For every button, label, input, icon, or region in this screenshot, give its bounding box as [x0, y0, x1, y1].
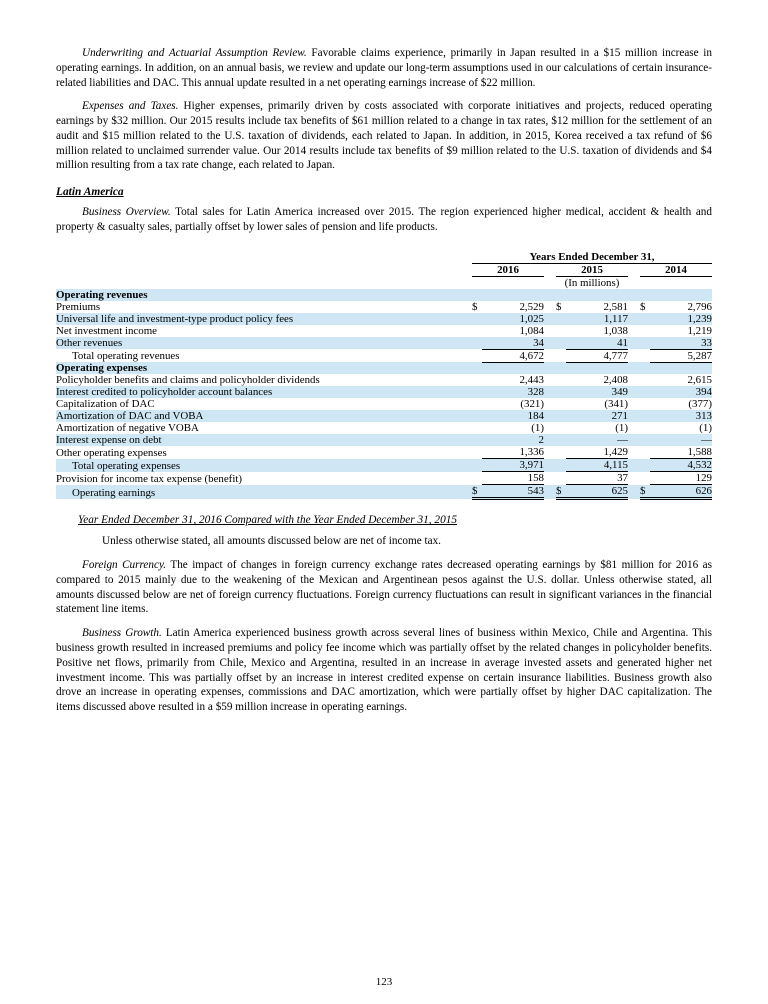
paragraph-text: Higher expenses, primarily driven by costs associated with corporate initiatives and projects, reduced operating earnings by $32 million. Our 2015 results include tax benefits of $61 million related to a change in tax rates, $12 million for the settlement of an audit and $15 million related to the U.S. taxation of dividends, each related to Japan. In addition, in 2015, Korea received a tax refund of $6 million related to unclaimed surrender value. Our 2014 results include tax benefits of $9 million related to the U.S. taxation of dividends and $4 million resulting from a tax rate change, each related to Japan. [56, 100, 713, 172]
cell-2016: 1,084 [519, 324, 544, 337]
paragraph-foreign-currency [56, 558, 712, 617]
cell-2014: 394 [650, 386, 712, 398]
paragraph-lead: Underwriting and Actuarial Assumption Review. [82, 47, 307, 59]
table-row [56, 446, 712, 459]
paragraph-expenses-taxes [56, 99, 712, 173]
cell-2014: (1) [699, 422, 712, 435]
cell-2015: 4,777 [566, 349, 628, 362]
row-label: Premiums [56, 300, 101, 313]
cell-2015: 1,038 [603, 324, 628, 337]
table-row [56, 301, 712, 313]
cell-2015: (1) [615, 422, 628, 435]
table-header-units [56, 276, 712, 289]
cell-2015: 2,581 [603, 300, 628, 313]
cell-2016: 1,336 [482, 446, 544, 459]
cell-2014: (377) [688, 398, 712, 411]
table-title-years: Years Ended December 31, [472, 251, 712, 264]
table-units-label: (In millions) [564, 276, 620, 289]
cell-2014: 1,239 [650, 313, 712, 325]
table-header-columns [56, 263, 712, 276]
cell-2015: 1,429 [566, 446, 628, 459]
row-label: Net investment income [56, 324, 158, 337]
cell-2015: 625 [566, 485, 628, 499]
paragraph-lead: Business Overview. [82, 206, 171, 219]
cell-2016: 1,025 [482, 313, 544, 325]
paragraph-text: Latin America experienced business growth across several lines of business within Mexico, Chile and Argentina. This business growth resulted in increased premiums and policy fee income which was partially offset by the related changes in policyholder benefits. Positive net flows, primarily from Chile, Mexico and Argentina, resulted in an increase in average invested assets and generated higher net investment income. This was partially offset by an increase in interest credited expense on certain insurance liabilities. Business growth also drove an increase in operating expenses, commissions and DAC amortization, which were partially offset by higher DAC capitalization. The items discussed above resulted in a $59 million increase in operating earnings. [56, 627, 712, 714]
column-header-2015: 2015 [556, 263, 628, 276]
row-label: Operating expenses [56, 362, 472, 374]
cell-2016: 3,971 [482, 459, 544, 472]
row-label: Total operating expenses [56, 459, 472, 472]
column-header-2014: 2014 [640, 263, 712, 276]
paragraph-text: Unless otherwise stated, all amounts discussed below are net of income tax. [102, 535, 441, 548]
row-label: Interest credited to policyholder account balances [56, 386, 472, 398]
currency-symbol: $ [556, 300, 562, 313]
cell-2014: — [650, 434, 712, 446]
table-row [56, 434, 712, 446]
cell-2015: 2,408 [603, 374, 628, 387]
paragraph-unless-otherwise [56, 534, 712, 549]
table-row [56, 398, 712, 410]
paragraph-underwriting [56, 46, 712, 90]
table-row [56, 313, 712, 325]
cell-2016: 158 [482, 472, 544, 485]
paragraph-business-growth [56, 626, 712, 715]
cell-2015: 41 [566, 337, 628, 350]
paragraph-lead: Foreign Currency. [82, 559, 167, 572]
table-row [56, 422, 712, 434]
table-row [56, 459, 712, 472]
row-label: Universal life and investment-type product policy fees [56, 313, 472, 325]
table-body [56, 289, 712, 499]
row-label: Operating earnings [56, 485, 472, 499]
row-label: Provision for income tax expense (benefit) [56, 472, 242, 485]
cell-2015: 271 [566, 410, 628, 422]
table-row [56, 386, 712, 398]
row-label: Amortization of DAC and VOBA [56, 410, 472, 422]
paragraph-text: Favorable claims experience, primarily in Japan resulted in a $15 million increase in operating earnings. In addition, on an annual basis, we review and update our long-term assumptions used in our calculations of certain insurance-related liabilities and DAC. This annual update resulted in a net operating earnings increase of $22 million. [56, 47, 713, 89]
currency-symbol: $ [472, 485, 482, 499]
cell-2014: 33 [650, 337, 712, 350]
row-label: Total operating revenues [72, 350, 180, 363]
table-row [56, 337, 712, 350]
cell-2015: 349 [566, 386, 628, 398]
table-row [56, 472, 712, 485]
page-number: 123 [375, 976, 393, 988]
table-row [56, 362, 712, 374]
cell-2014: 1,219 [687, 324, 712, 337]
financial-table [56, 251, 712, 501]
cell-2016: 184 [482, 410, 544, 422]
cell-2014: 2,796 [687, 300, 712, 313]
table-row [56, 349, 712, 362]
cell-2016: 2 [482, 434, 544, 446]
cell-2014: 129 [650, 472, 712, 485]
cell-2016: 543 [482, 485, 544, 499]
table-row [56, 325, 712, 337]
currency-symbol: $ [640, 485, 650, 499]
cell-2016: 4,672 [482, 349, 544, 362]
currency-symbol: $ [640, 300, 646, 313]
table-row [56, 289, 712, 301]
subheading-year-comparison: Year Ended December 31, 2016 Compared with the Year Ended December 31, 2015 [78, 514, 458, 527]
paragraph-text: Total sales for Latin America increased over 2015. The region experienced higher medical, accident & health and property & casualty sales, partially offset by lower sales of pension and life products. [56, 206, 712, 234]
currency-symbol: $ [472, 300, 478, 313]
cell-2016: (321) [520, 398, 544, 411]
section-heading-latin-america: Latin America [56, 186, 124, 199]
cell-2014: 1,588 [650, 446, 712, 459]
cell-2015: 37 [566, 472, 628, 485]
currency-symbol: $ [556, 485, 566, 499]
cell-2016: (1) [531, 422, 544, 435]
cell-2014: 2,615 [687, 374, 712, 387]
cell-2015: 4,115 [566, 459, 628, 472]
table-row [56, 485, 712, 499]
cell-2014: 626 [650, 485, 712, 499]
cell-2016: 328 [482, 386, 544, 398]
cell-2015: (341) [604, 398, 628, 411]
cell-2016: 2,529 [519, 300, 544, 313]
cell-2016: 34 [482, 337, 544, 350]
row-label: Amortization of negative VOBA [56, 422, 199, 435]
row-label: Other operating expenses [56, 446, 167, 459]
cell-2014: 4,532 [650, 459, 712, 472]
cell-2016: 2,443 [519, 374, 544, 387]
row-label: Other revenues [56, 337, 472, 350]
row-label: Interest expense on debt [56, 434, 472, 446]
paragraph-business-overview [56, 205, 712, 235]
row-label: Policyholder benefits and claims and policyholder dividends [56, 374, 320, 387]
row-label: Operating revenues [56, 289, 472, 301]
cell-2014: 313 [650, 410, 712, 422]
table-row [56, 374, 712, 386]
table-header-years [56, 251, 712, 264]
row-label: Capitalization of DAC [56, 398, 155, 411]
cell-2015: — [566, 434, 628, 446]
column-header-2016: 2016 [472, 263, 544, 276]
paragraph-lead: Business Growth. [82, 627, 162, 640]
paragraph-text: The impact of changes in foreign currency exchange rates decreased operating earnings by $81 million for 2016 as compared to 2015 mainly due to the weakening of the Mexican and Argentinean pesos against the U.S. dollar. Unless otherwise stated, all amounts discussed below are net of foreign currency fluctuations. Foreign currency fluctuations can result in significant variances in the financial statement line items. [56, 559, 712, 616]
table-row [56, 410, 712, 422]
paragraph-lead: Expenses and Taxes. [82, 100, 179, 113]
cell-2014: 5,287 [650, 349, 712, 362]
cell-2015: 1,117 [566, 313, 628, 325]
